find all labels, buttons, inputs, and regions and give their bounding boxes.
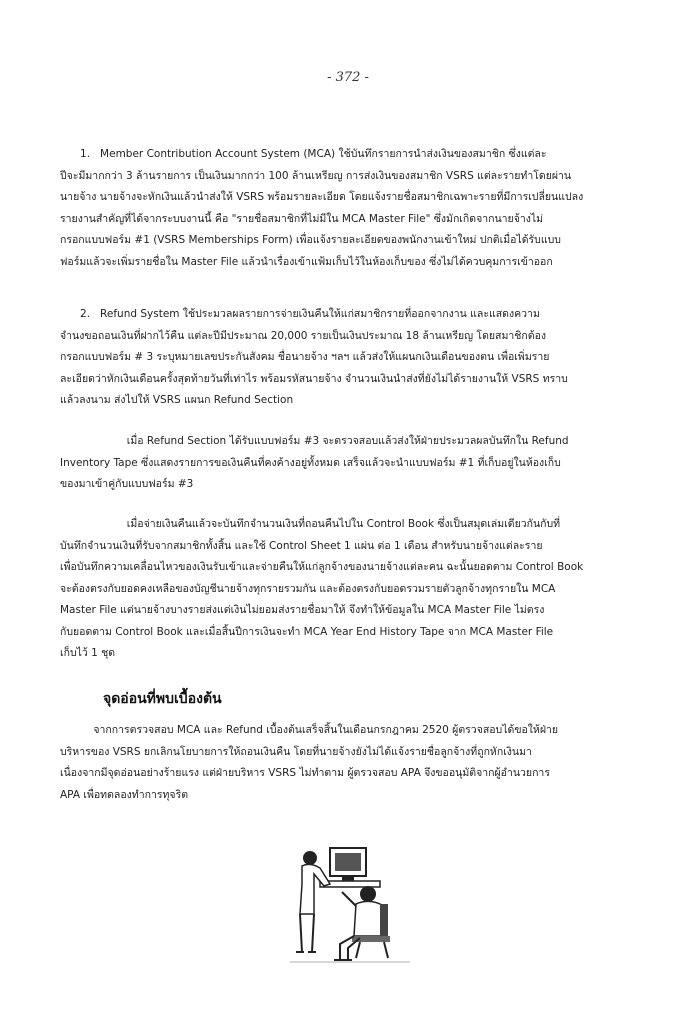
text-line — [60, 166, 640, 188]
text-line-content: นายจ้าง นายจ้างจะหักเงินแล้วนำส่งให้ VSRS พร้อมรายละเอียด โดยแจ้งรายชื่อสมาชิกเฉพาะรายที่มีการเปลี่ยนแปลง — [60, 191, 584, 203]
text-line-content: เมื่อจ่ายเงินคืนแล้วจะบันทึกจำนวนเงินที่ถอนคืนไปใน Control Book ซึ่งเป็นสมุดเล่มเดียวกันกับที่ — [60, 518, 561, 530]
text-line-content: บันทึกจำนวนเงินที่รับจากสมาชิกทั้งสิ้น และใช้ Control Sheet 1 แผ่น ต่อ 1 เดือน สำหรับนายจ้างแต่ละราย — [60, 539, 543, 552]
text-line — [60, 742, 640, 764]
text-line-content: ฟอร์มแล้วจะเพิ่มรายชื่อใน Master File แล้วนำเรื่องเข้าแฟ้มเก็บไว้ในห้องเก็บของ ซึ่งไม่ได้ควบคุมการเข้าออก — [60, 255, 553, 268]
section-heading: จุดอ่อนที่พบเบื้องต้น — [103, 691, 222, 707]
text-line — [60, 347, 640, 369]
text-line — [60, 536, 640, 558]
text-line-content: จากการตรวจสอบ MCA และ Refund เบื้องต้นเสร็จสิ้นในเดือนกรกฎาคม 2520 ผู้ตรวจสอบได้ขอให้ฝ่าย — [60, 724, 559, 736]
text-line — [60, 390, 640, 412]
text-line — [60, 785, 640, 807]
text-line-content: 2. Refund System ใช้ประมวลผลรายการจ่ายเงินคืนให้แก่สมาชิกรายที่ออกจากงาน และแสดงความ — [60, 308, 540, 320]
text-line — [60, 453, 640, 475]
text-line-content: กรอกแบบฟอร์ม #1 (VSRS Memberships Form) เพื่อแจ้งรายละเอียดของพนักงานเข้าใหม่ ปกติเมื่อได้รับแบบ — [60, 234, 561, 246]
text-line-content: กับยอดตาม Control Book และเมื่อสิ้นปีการเงินจะทำ MCA Year End History Tape จาก MCA Master File — [60, 625, 554, 638]
text-line — [60, 230, 640, 252]
text-line-content: บริหารของ VSRS ยกเลิกนโยบายการให้ถอนเงินคืน โดยที่นายจ้างยังไม่ได้แจ้งรายชื่อลูกจ้างที่ถูกหักเงินมา — [60, 745, 532, 758]
page-number: - 372 - — [327, 70, 369, 85]
text-line-content: ของมาเข้าคู่กับแบบฟอร์ม #3 — [60, 478, 194, 490]
text-line-content: ปีจะมีมากกว่า 3 ล้านรายการ เป็นเงินมากกว่า 100 ล้านเหรียญ การส่งเงินของสมาชิก VSRS แต่ละรายทำโดยผ่าน — [60, 169, 572, 182]
text-line-content: APA เพื่อทดลองทำการทุจริต — [60, 788, 189, 801]
text-line-content: กรอกแบบฟอร์ม # 3 ระบุหมายเลขประกันสังคม ชื่อนายจ้าง ฯลฯ แล้วส่งให้แผนกเงินเดือนของตน เพื่อเพิ่มราย — [60, 351, 550, 363]
text-line-content: 1. Member Contribution Account System (MCA) ใช้บันทึกรายการนำส่งเงินของสมาชิก ซึ่งแต่ละ — [60, 148, 547, 160]
text-line — [60, 369, 640, 391]
text-line — [60, 622, 640, 644]
text-line — [60, 557, 640, 579]
illustration-two-people-at-computer — [290, 844, 410, 964]
text-line — [60, 643, 640, 665]
text-line — [60, 209, 640, 231]
paragraph-control-book — [60, 514, 640, 665]
text-line-content: รายงานสำคัญที่ได้จากระบบงานนี้ คือ "รายชื่อสมาชิกที่ไม่มีใน MCA Master File" ซึ่งมักเกิดจากนายจ้างไม่ — [60, 212, 544, 225]
paragraph-weakness — [60, 720, 640, 806]
text-line-content: เก็บไว้ 1 ชุด — [60, 647, 116, 659]
text-line-content: จำนงขอถอนเงินที่ฝากไว้คืน แต่ละปีมีประมาณ 20,000 รายเป็นเงินประมาณ 18 ล้านเหรียญ โดยสมาชิกต้อง — [60, 329, 546, 342]
text-line — [60, 514, 640, 536]
paragraph-refund-section — [60, 431, 640, 496]
paragraph-mca — [60, 144, 640, 273]
text-line — [60, 431, 640, 453]
text-line-content: เพื่อบันทึกความเคลื่อนไหวของเงินรับเข้าและจ่ายคืนให้แก่ลูกจ้างของนายจ้างแต่ละคน ฉะนั้นยอดตาม Control Book — [60, 561, 584, 573]
text-line — [60, 600, 640, 622]
text-line — [60, 720, 640, 742]
text-line — [60, 304, 640, 326]
text-line-content: เมื่อ Refund Section ได้รับแบบฟอร์ม #3 จะตรวจสอบแล้วส่งให้ฝ่ายประมวลผลบันทึกใน Refund — [60, 435, 569, 447]
text-line — [60, 474, 640, 496]
text-line-content: จะต้องตรงกับยอดคงเหลือของบัญชีนายจ้างทุกรายรวมกัน และต้องตรงกับยอดรวมรายตัวลูกจ้างทุกรายใน MCA — [60, 582, 556, 595]
paragraph-refund-system — [60, 304, 640, 412]
text-line-content: เนื่องจากมีจุดอ่อนอย่างร้ายแรง แต่ฝ่ายบริหาร VSRS ไม่ทำตาม ผู้ตรวจสอบ APA จึงขออนุมัติจากผู้อำนวยการ — [60, 767, 550, 779]
text-line-content: Master File แต่นายจ้างบางรายส่งแต่เงินไม่ยอมส่งรายชื่อมาให้ จึงทำให้ข้อมูลใน MCA Master File ไม่ตรง — [60, 604, 545, 616]
text-line — [60, 579, 640, 601]
text-line — [60, 187, 640, 209]
text-line-content: ละเอียดว่าหักเงินเดือนครั้งสุดท้ายวันที่เท่าไร พร้อมรหัสนายจ้าง จำนวนเงินนำส่งที่ยังไม่ได้รายงานให้ VSRS ทราบ — [60, 372, 568, 385]
text-line — [60, 326, 640, 348]
text-line — [60, 252, 640, 274]
text-line-content: Inventory Tape ซึ่งแสดงรายการขอเงินคืนที่คงค้างอยู่ทั้งหมด เสร็จแล้วจะนำแบบฟอร์ม #1 ที่เก็บอยู่ในห้องเก็บ — [60, 456, 561, 469]
text-line — [60, 144, 640, 166]
text-line-content: แล้วลงนาม ส่งไปให้ VSRS แผนก Refund Section — [60, 394, 294, 406]
text-line — [60, 763, 640, 785]
